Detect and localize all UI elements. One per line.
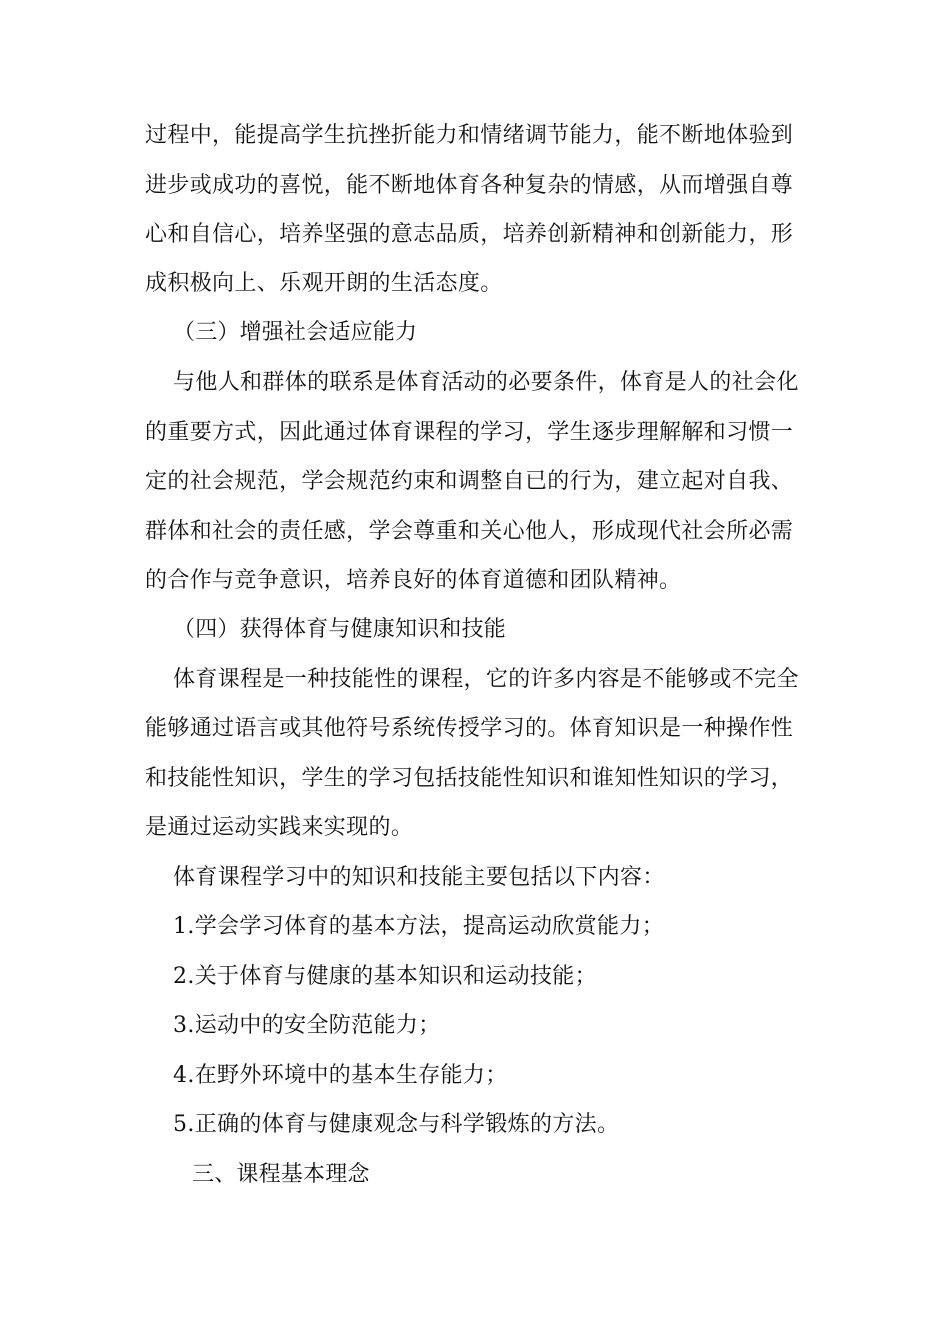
subheading-4: （四）获得体育与健康知识和技能 bbox=[173, 617, 507, 642]
list-item: 4.在野外环境中的基本生存能力； bbox=[173, 1063, 508, 1088]
text-line: 定的社会规范，学会规范约束和调整自已的行为，建立起对自我、 bbox=[145, 469, 794, 494]
text-line: 和技能性知识，学生的学习包括技能性知识和谁知性知识的学习， bbox=[145, 766, 794, 791]
list-item: 5.正确的体育与健康观念与科学锻炼的方法。 bbox=[173, 1112, 620, 1137]
text-line: 过程中，能提高学生抗挫折能力和情绪调节能力，能不断地体验到 bbox=[145, 123, 794, 148]
text-line: 能够通过语言或其他符号系统传授学习的。体育知识是一种操作性 bbox=[145, 716, 794, 741]
subheading-3: （三）增强社会适应能力 bbox=[173, 320, 418, 345]
list-intro: 体育课程学习中的知识和技能主要包括以下内容： bbox=[173, 865, 665, 890]
section-heading: 三、课程基本理念 bbox=[192, 1162, 370, 1187]
text-line: 进步或成功的喜悦，能不断地体育各种复杂的情感，从而增强自尊 bbox=[145, 173, 794, 198]
text-line: 心和自信心，培养坚强的意志品质，培养创新精神和创新能力，形 bbox=[145, 222, 794, 247]
list-item: 2.关于体育与健康的基本知识和运动技能； bbox=[173, 964, 597, 989]
text-line: 体育课程是一种技能性的课程，它的许多内容是不能够或不完全 bbox=[173, 667, 799, 692]
text-line: 与他人和群体的联系是体育活动的必要条件，体育是人的社会化 bbox=[173, 370, 799, 395]
text-line: 群体和社会的责任感，学会尊重和关心他人，形成现代社会所必需 bbox=[145, 519, 794, 544]
text-line: 是通过运动实践来实现的。 bbox=[145, 815, 414, 840]
text-line: 成积极向上、乐观开朗的生活态度。 bbox=[145, 271, 503, 296]
text-line: 的重要方式，因此通过体育课程的学习，学生逐步理解解和习惯一 bbox=[145, 420, 794, 445]
list-item: 1.学会学习体育的基本方法，提高运动欣赏能力； bbox=[173, 914, 665, 939]
list-item: 3.运动中的安全防范能力； bbox=[173, 1013, 441, 1038]
text-line: 的合作与竞争意识，培养良好的体育道德和团队精神。 bbox=[145, 568, 682, 593]
